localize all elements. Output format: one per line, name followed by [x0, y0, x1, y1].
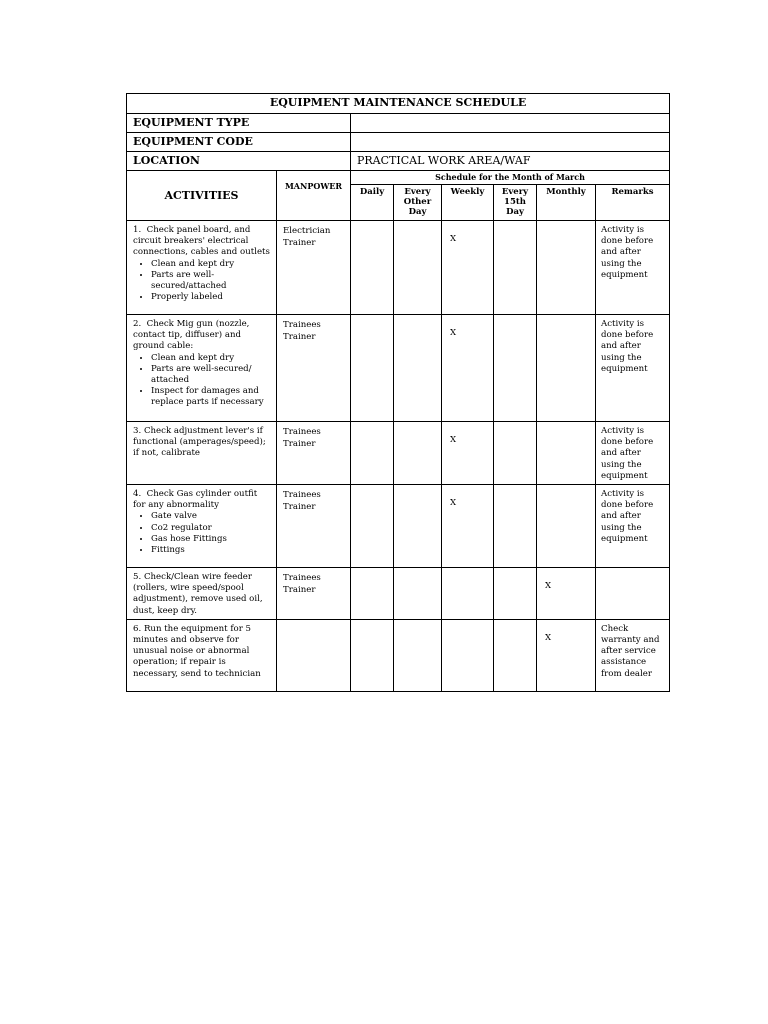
daily-mark — [351, 619, 394, 691]
equipment-code-label: EQUIPMENT CODE — [127, 133, 351, 152]
every-other-day-mark — [394, 619, 442, 691]
list-item: • Gate valve — [151, 511, 272, 522]
activity-cell — [127, 568, 277, 620]
table-row — [127, 568, 670, 620]
maintenance-schedule-table — [126, 93, 670, 692]
manpower-cell — [277, 568, 351, 620]
activity-bullets — [133, 511, 272, 556]
activity-bullets — [133, 353, 272, 409]
activity-text: Check/Clean wire feeder (rollers, wire speed/spool adjustment), remove used oil, dust, keep dry. — [133, 572, 263, 616]
remarks-cell: Activity is done before and after using the equipment — [596, 422, 670, 485]
activity-text: Check panel board, and circuit breakers' electrical connections, cables and outlets — [133, 225, 270, 258]
monthly-header: Monthly — [537, 185, 596, 221]
monthly-mark — [537, 422, 596, 485]
manpower-line: Trainees — [283, 427, 321, 437]
monthly-mark: X — [537, 619, 596, 691]
activity-cell — [127, 485, 277, 568]
weekly-mark — [442, 619, 494, 691]
activity-number: 5. — [133, 572, 142, 583]
manpower-line: Trainees — [283, 573, 321, 584]
manpower-line: Trainer — [283, 438, 316, 449]
monthly-mark: X — [537, 568, 596, 620]
monthly-mark — [537, 315, 596, 422]
list-item: • Clean and kept dry — [151, 259, 272, 270]
every-other-day-mark — [394, 221, 442, 315]
every-other-day-mark — [394, 315, 442, 422]
weekly-mark: X — [442, 422, 494, 485]
equipment-type-label: EQUIPMENT TYPE — [127, 114, 351, 133]
every-15th-day-header: Every 15th Day — [494, 185, 537, 221]
daily-mark — [351, 485, 394, 568]
remarks-cell — [596, 568, 670, 620]
every-other-day-mark — [394, 568, 442, 620]
every-15th-day-mark — [494, 619, 537, 691]
list-item: • Co2 regulator — [151, 523, 272, 534]
table-row — [127, 315, 670, 422]
daily-mark — [351, 568, 394, 620]
list-item: • Gas hose Fittings — [151, 534, 272, 545]
daily-mark — [351, 221, 394, 315]
manpower-line: Trainer — [283, 237, 316, 248]
manpower-cell — [277, 315, 351, 422]
activity-number: 4. — [133, 489, 142, 500]
every-15th-day-mark — [494, 485, 537, 568]
activity-number: 3. — [133, 426, 142, 436]
daily-mark — [351, 315, 394, 422]
weekly-mark — [442, 568, 494, 620]
remarks-cell: Activity is done before and after using the equipment — [596, 315, 670, 422]
activity-cell — [127, 221, 277, 315]
remarks-cell: Activity is done before and after using the equipment — [596, 485, 670, 568]
every-other-day-mark — [394, 422, 442, 485]
activity-text: Run the equipment for 5 minutes and observe for unusual noise or abnormal operation; if repair is necessary, send to technician — [133, 623, 261, 679]
weekly-mark: X — [442, 221, 494, 315]
every-15th-day-mark — [494, 568, 537, 620]
equipment-type-value — [351, 114, 670, 133]
manpower-line: Trainees — [283, 320, 321, 330]
activity-number: 2. — [133, 319, 142, 329]
weekly-mark: X — [442, 315, 494, 422]
activity-cell — [127, 619, 277, 691]
activity-bullets — [133, 259, 272, 304]
weekly-mark: X — [442, 485, 494, 568]
every-15th-day-mark — [494, 315, 537, 422]
activity-text: Check adjustment lever's if functional (amperages/speed); if not, calibrate — [133, 426, 266, 459]
list-item: • Clean and kept dry — [151, 353, 272, 364]
every-15th-day-mark — [494, 422, 537, 485]
schedule-title: EQUIPMENT MAINTENANCE SCHEDULE — [127, 94, 670, 114]
table-row — [127, 485, 670, 568]
table-row — [127, 619, 670, 691]
manpower-cell — [277, 619, 351, 691]
activities-header: ACTIVITIES — [127, 171, 277, 221]
manpower-line: Trainees — [283, 490, 321, 501]
manpower-line: Trainer — [283, 501, 316, 512]
monthly-mark — [537, 485, 596, 568]
manpower-header: MANPOWER — [277, 171, 351, 221]
remarks-cell: Check warranty and after service assistance from dealer — [596, 619, 670, 691]
every-15th-day-mark — [494, 221, 537, 315]
location-label: LOCATION — [127, 152, 351, 171]
monthly-mark — [537, 221, 596, 315]
every-other-day-header: Every Other Day — [394, 185, 442, 221]
activity-number: 6. — [133, 623, 142, 634]
activity-text: Check Gas cylinder outfit for any abnormality — [133, 489, 258, 511]
schedule-month-header: Schedule for the Month of March — [351, 171, 670, 185]
every-other-day-mark — [394, 485, 442, 568]
location-value: PRACTICAL WORK AREA/WAF — [351, 152, 670, 171]
daily-header: Daily — [351, 185, 394, 221]
manpower-cell — [277, 422, 351, 485]
activity-cell — [127, 422, 277, 485]
list-item: • Parts are well-secured/ attached — [151, 364, 272, 386]
manpower-cell — [277, 485, 351, 568]
manpower-line: Trainer — [283, 331, 316, 342]
table-row — [127, 422, 670, 485]
remarks-cell: Activity is done before and after using the equipment — [596, 221, 670, 315]
list-item: • Parts are well-secured/attached — [151, 270, 272, 292]
list-item: • Properly labeled — [151, 292, 272, 303]
weekly-header: Weekly — [442, 185, 494, 221]
activity-text: Check Mig gun (nozzle, contact tip, diffuser) and ground cable: — [133, 319, 250, 352]
daily-mark — [351, 422, 394, 485]
table-row — [127, 221, 670, 315]
activity-cell — [127, 315, 277, 422]
list-item: • Fittings — [151, 545, 272, 556]
manpower-line: Trainer — [283, 584, 316, 595]
equipment-code-value — [351, 133, 670, 152]
list-item: • Inspect for damages and replace parts if necessary — [151, 386, 272, 408]
manpower-line: Electrician — [283, 226, 331, 236]
activity-number: 1. — [133, 225, 142, 235]
remarks-header: Remarks — [596, 185, 670, 221]
manpower-cell — [277, 221, 351, 315]
